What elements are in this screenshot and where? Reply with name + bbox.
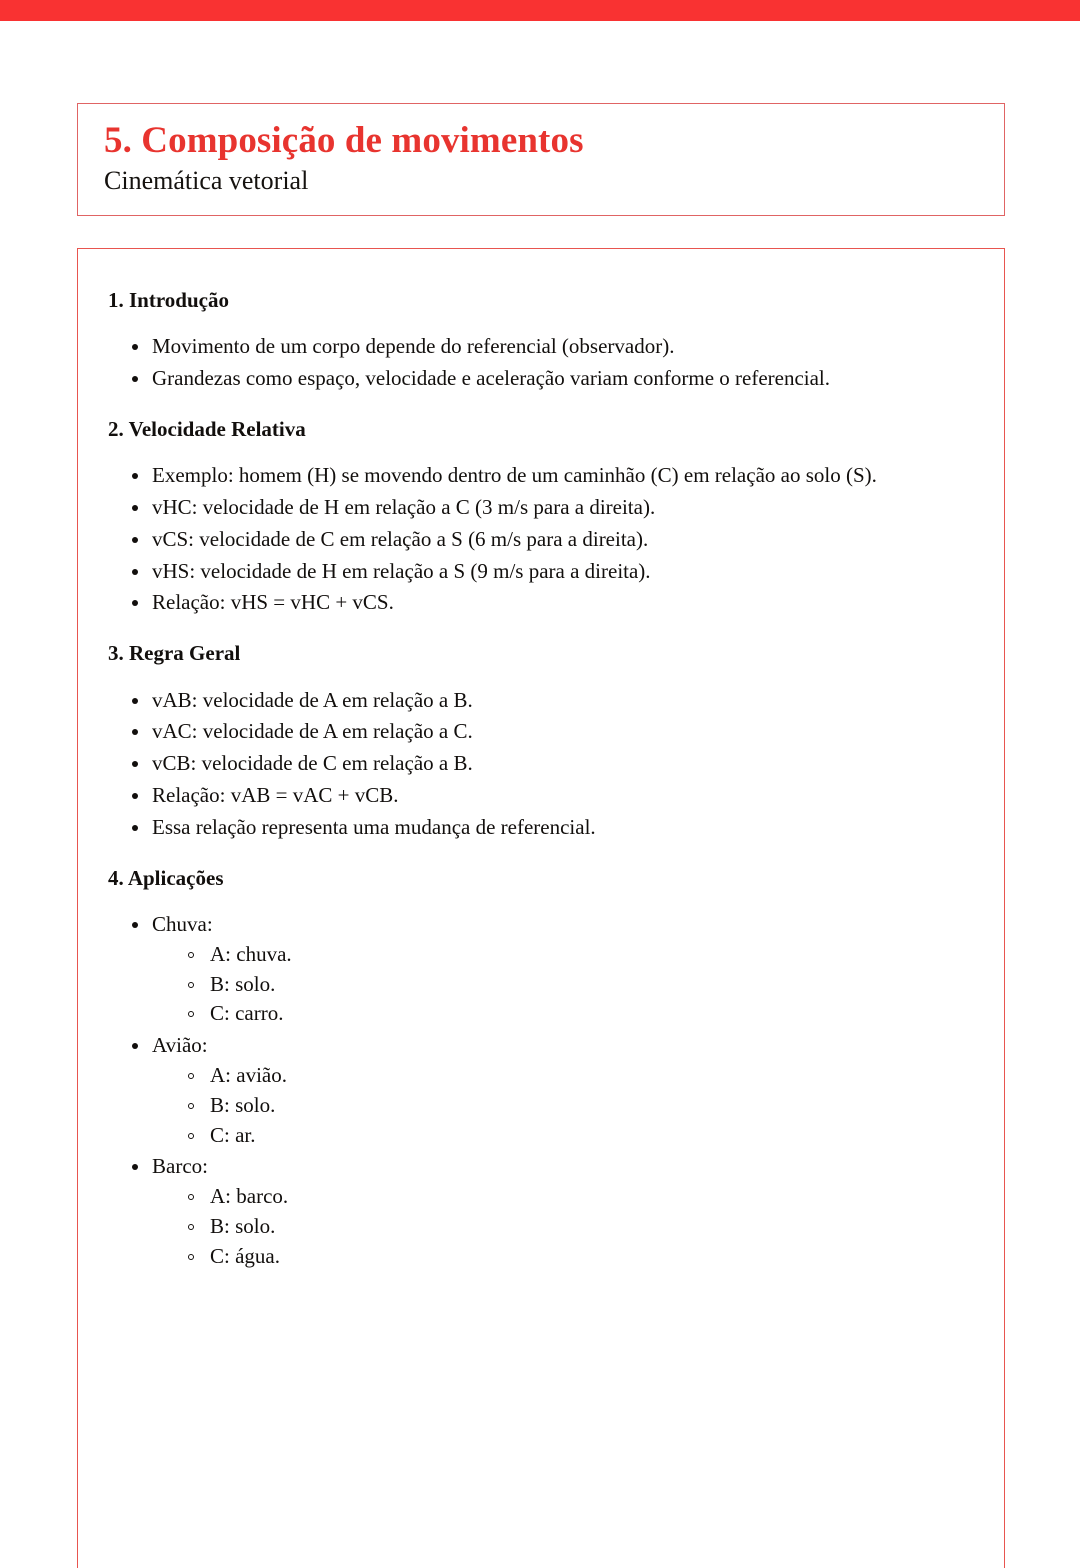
bullet-list	[108, 686, 974, 843]
list-item-text: vHS: velocidade de H em relação a S (9 m/s para a direita).	[152, 558, 651, 583]
section-heading: 2. Velocidade Relativa	[108, 416, 306, 441]
sub-list-item-text: C: água.	[210, 1243, 280, 1268]
content-card	[77, 248, 1005, 1568]
sub-list-item-text: A: barco.	[210, 1184, 289, 1209]
sections-container	[108, 287, 974, 1272]
list-item	[130, 525, 974, 555]
list-item	[130, 1152, 974, 1271]
list-item-text: Relação: vAB = vAC + vCB.	[152, 783, 399, 808]
sub-list-item	[185, 1091, 974, 1121]
sub-list-item	[185, 1121, 974, 1151]
list-item	[130, 781, 974, 811]
section-heading: 3. Regra Geral	[108, 641, 241, 666]
sub-list-item	[185, 1242, 974, 1272]
sub-list-item-text: A: avião.	[210, 1063, 287, 1087]
sub-list-item-text: C: carro.	[210, 1001, 284, 1026]
sub-bullet-list	[152, 940, 974, 1029]
list-item-text: vAB: velocidade de A em relação a B.	[152, 687, 473, 712]
title-card	[77, 103, 1005, 216]
section-heading: 4. Aplicações	[108, 865, 224, 890]
list-item	[130, 332, 974, 362]
bullet-list	[108, 910, 974, 1272]
list-item	[130, 493, 974, 523]
list-item	[130, 813, 974, 843]
section-heading: 1. Introdução	[108, 288, 229, 312]
page-subtitle: Cinemática vetorial	[104, 166, 309, 196]
bullet-list	[108, 461, 974, 618]
section	[108, 416, 974, 618]
list-item	[130, 461, 974, 491]
list-item-text: vAC: velocidade de A em relação a C.	[152, 719, 473, 744]
list-item	[130, 1031, 974, 1150]
list-item-text: Avião:	[152, 1033, 208, 1058]
top-accent-bar	[0, 0, 1080, 21]
section	[108, 640, 974, 842]
list-item-text: Relação: vHS = vHC + vCS.	[152, 590, 394, 615]
list-item	[130, 588, 974, 618]
list-item-text: vCS: velocidade de C em relação a S (6 m/s para a direita).	[152, 526, 649, 551]
sub-list-item-text: C: ar.	[210, 1122, 256, 1147]
sub-list-item	[185, 1061, 974, 1091]
list-item	[130, 557, 974, 587]
sub-list-item	[185, 999, 974, 1029]
list-item-text: vCB: velocidade de C em relação a B.	[152, 751, 473, 776]
sub-list-item-text: B: solo.	[210, 1214, 276, 1239]
list-item	[130, 910, 974, 1029]
sub-list-item	[185, 1182, 974, 1212]
sub-list-item	[185, 1212, 974, 1242]
list-item-text: Exemplo: homem (H) se movendo dentro de um caminhão (C) em relação ao solo (S).	[152, 463, 877, 488]
sub-list-item	[185, 970, 974, 1000]
sub-list-item-text: B: solo.	[210, 971, 276, 996]
list-item	[130, 717, 974, 747]
list-item-text: Barco:	[152, 1154, 208, 1179]
list-item	[130, 686, 974, 716]
list-item-text: vHC: velocidade de H em relação a C (3 m/s para a direita).	[152, 495, 656, 520]
list-item-text: Movimento de um corpo depende do referencial (observador).	[152, 334, 675, 359]
list-item	[130, 364, 974, 394]
sub-list-item	[185, 940, 974, 970]
list-item-text: Essa relação representa uma mudança de referencial.	[152, 814, 596, 839]
bullet-list	[108, 332, 974, 394]
section	[108, 287, 974, 394]
list-item	[130, 749, 974, 779]
list-item-text: Grandezas como espaço, velocidade e aceleração variam conforme o referencial.	[152, 366, 831, 391]
section	[108, 865, 974, 1272]
sub-bullet-list	[152, 1061, 974, 1150]
page-title: 5. Composição de movimentos	[104, 120, 584, 161]
sub-bullet-list	[152, 1182, 974, 1271]
list-item-text: Chuva:	[152, 911, 213, 936]
sub-list-item-text: B: solo.	[210, 1092, 276, 1117]
sub-list-item-text: A: chuva.	[210, 941, 292, 966]
